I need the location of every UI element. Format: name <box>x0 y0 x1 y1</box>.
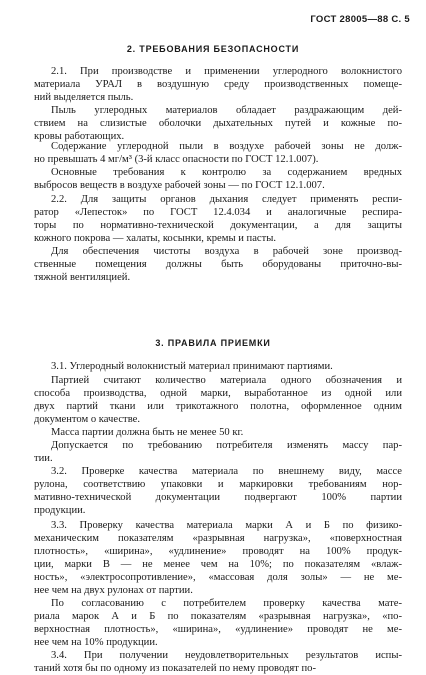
text-line: риала марок А и Б по показателям «разрывная нагрузка», «по- <box>34 611 402 623</box>
text-line: плотность», «ширина», «удлинение» проводят на 100% продук- <box>34 546 402 558</box>
page-header: ГОСТ 28005—88 С. 5 <box>310 14 410 25</box>
text-line: Содержание углеродной пыли в воздухе рабочей зоны не долж- <box>51 141 402 152</box>
text-line: торы по нормативно-технической документации, а для защиты <box>34 220 402 232</box>
text-line: Допускается по требованию потребителя изменять массу пар- <box>51 440 402 451</box>
text-line: материала УРАЛ в воздушную среду производственных помеще- <box>34 79 402 91</box>
text-line: ции, марки В — не менее чем на 10%; по показателям «влаж- <box>34 559 402 571</box>
section3-paragraph <box>34 439 402 465</box>
text-line: тии. <box>34 453 53 465</box>
text-line: выбросов веществ в воздухе рабочей зоны — по ГОСТ 12.1.007. <box>34 180 325 192</box>
text-line: нее чем на двух рулонах от партии. <box>34 585 193 597</box>
section2-paragraph <box>34 104 402 143</box>
text-line: ность», «электросопротивление», «массовая доля золы» — не ме- <box>34 572 402 584</box>
text-line: верхностная плотность», «ширина», «удлинение» проводят не ме- <box>34 624 402 636</box>
text-line: кровы работающих. <box>34 131 125 143</box>
text-line: ствием на слизистые оболочки дыхательных путей и кожные по- <box>34 118 402 130</box>
text-line: Масса партии должна быть не менее 50 кг. <box>51 427 244 438</box>
text-line: кожного покрова — халаты, косынки, кремы и пасты. <box>34 233 276 245</box>
text-line: ратор «Лепесток» по ГОСТ 12.4.034 и аналогичные респира- <box>34 207 402 219</box>
text-line: нее чем на 10% продукции. <box>34 637 158 649</box>
section2-paragraph <box>34 65 402 104</box>
text-line: 3.4. При получении неудовлетворительных результатов испы- <box>51 650 402 662</box>
section-3-title: 3. ПРАВИЛА ПРИЕМКИ <box>155 338 271 348</box>
text-line: По согласованию с потребителем проверку качества мате- <box>51 598 402 609</box>
text-line: Партией считают количество материала одного обозначения и <box>51 375 402 386</box>
section3-paragraph <box>34 649 402 675</box>
text-line: тяжной вентиляцией. <box>34 272 131 284</box>
text-line: мативно-технической документации подвергают 100% партии <box>34 492 402 504</box>
section3-paragraph <box>34 519 402 597</box>
text-line: Пыль углеродных материалов обладает раздражающим дей- <box>51 105 402 116</box>
text-line: рулона, соответствию упаковки и маркировки требованиям нор- <box>34 479 402 491</box>
section3-paragraph <box>34 374 402 426</box>
text-line: продукции. <box>34 505 86 517</box>
text-line: двух партий ткани или трикотажного полотна, оформленное одним <box>34 401 402 413</box>
text-line: но превышать 4 мг/м³ (3-й класс опасности по ГОСТ 12.1.007). <box>34 154 319 166</box>
text-line: таний хотя бы по одному из показателей по нему проводят по- <box>34 663 317 675</box>
text-line: 3.2. Проверке качества материала по внешнему виду, массе <box>51 466 402 477</box>
section2-paragraph <box>34 140 402 166</box>
text-line: Основные требования к контролю за содержанием вредных <box>51 167 402 178</box>
section2-paragraph <box>34 245 402 284</box>
section3-paragraph <box>34 597 402 649</box>
section2-paragraph <box>34 193 402 245</box>
section3-paragraph <box>34 360 402 373</box>
text-line: 2.1. При производстве и применении углеродного волокнистого <box>51 66 402 77</box>
text-line: 3.3. Проверку качества материала марки А и Б по физико- <box>51 520 402 531</box>
text-line: документом о качестве. <box>34 414 140 426</box>
text-line: механическим показателям «разрывная нагрузка», «поверхностная <box>34 533 402 545</box>
text-line: способа производства, одной марки, выработанное из одной или <box>34 388 402 400</box>
section3-paragraph <box>34 465 402 517</box>
section3-paragraph <box>34 426 402 439</box>
section-2-title: 2. ТРЕБОВАНИЯ БЕЗОПАСНОСТИ <box>126 44 300 54</box>
text-line: Для обеспечения чистоты воздуха в рабочей зоне производ- <box>51 246 402 257</box>
text-line: ственные помещения должны быть оборудованы приточно-вы- <box>34 259 402 271</box>
text-line: 2.2. Для защиты органов дыхания следует применять респи- <box>51 194 402 205</box>
text-line: 3.1. Углеродный волокнистый материал принимают партиями. <box>51 361 333 372</box>
section2-paragraph <box>34 166 402 192</box>
text-line: ний выделяется пыль. <box>34 92 134 104</box>
